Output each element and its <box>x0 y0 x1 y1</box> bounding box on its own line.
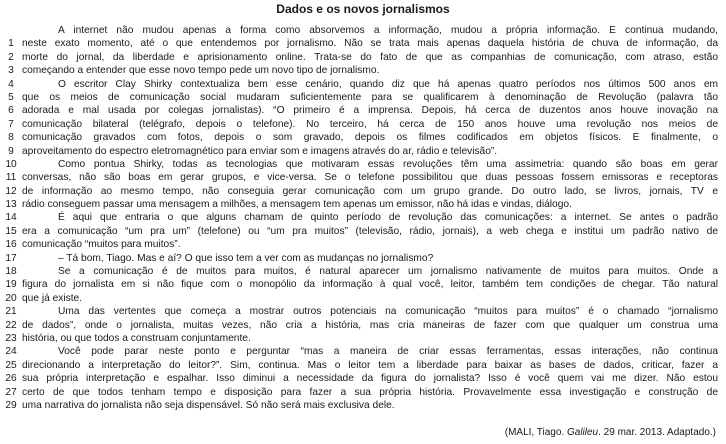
line-text: morte do jornal, da liberdade e aprisionamento online. Trata-se do fato de que as companhias de comunicação, com atraso, estão <box>22 51 718 63</box>
text-line <box>0 51 726 64</box>
line-number: 2 <box>8 51 14 63</box>
text-line <box>0 158 726 171</box>
line-number: 17 <box>5 252 17 264</box>
line-number: 15 <box>5 225 17 237</box>
text-line <box>0 78 726 91</box>
line-number: 8 <box>8 132 14 144</box>
line-text: É aqui que entraria o que alguns chamam de quinto período de revolução das comunicações: a internet. Se antes o padrão <box>58 212 718 224</box>
line-text: comunicação “muitos para muitos”. <box>22 239 181 251</box>
document-title: Dados e os novos jornalismos <box>276 2 450 16</box>
line-number: 13 <box>5 199 17 211</box>
text-line <box>0 252 726 265</box>
text-line <box>0 131 726 144</box>
source-suffix: . 29 mar. 2013. Adaptado.) <box>598 427 716 438</box>
line-text: que já existe. <box>22 292 83 304</box>
text-line <box>0 345 726 358</box>
text-line <box>0 64 726 77</box>
line-number: 20 <box>5 292 17 304</box>
line-text: rádio conseguem passar uma mensagem a milhões, a mensagem tem apenas um emissor, não há idas e vindas, diálogo. <box>22 199 572 211</box>
line-number: 9 <box>8 145 14 157</box>
line-number: 24 <box>5 346 17 358</box>
text-line <box>0 24 726 37</box>
line-text: de dados”, onde o jornalista, muitas vezes, não cria a história, mas cria maneiras de fazer com que qualquer um construa uma <box>22 319 718 331</box>
text-line <box>0 171 726 184</box>
text-line <box>0 91 726 104</box>
text-line <box>0 319 726 332</box>
line-text: comunicação bilateral (telégrafo, depois o telefone). No terceiro, há cerca de 150 anos houve uma revolução nos meios de <box>22 118 718 130</box>
text-line <box>0 211 726 224</box>
line-text: comunicação gravados com fotos, depois o som gravado, depois os filmes codificados em objetos físicos. E finalmente, o <box>22 132 718 144</box>
line-text: Se a comunicação é de muitos para muitos, é natural aparecer um jornalismo nativamente de muitos para muitos. Onde a <box>58 266 718 278</box>
line-number: 22 <box>5 319 17 331</box>
text-line <box>0 305 726 318</box>
line-text: história, ou que todos a construam conjuntamente. <box>22 332 251 344</box>
text-line <box>0 372 726 385</box>
text-line <box>0 37 726 50</box>
line-text: era a comunicação “um pra um” (telefone) ou “um pra muitos” (televisão, rádio, jornais), a web chega e institui um padrão nativo de <box>22 225 718 237</box>
text-line <box>0 225 726 238</box>
line-number: 7 <box>8 118 14 130</box>
line-number: 29 <box>5 399 17 411</box>
line-number: 23 <box>5 332 17 344</box>
text-line <box>0 399 726 412</box>
line-number: 26 <box>5 373 17 385</box>
text-body <box>0 24 726 412</box>
line-text: figura do jornalista em si não fique com o monopólio da informação à qual você, leitor, também tem condições de chegar. Tão natural <box>22 279 718 291</box>
line-number: 16 <box>5 239 17 251</box>
line-number: 25 <box>5 359 17 371</box>
line-text: que os meios de comunicação social mudaram suficientemente para se qualificarem à denominação de Revolução (palavra tão <box>22 91 718 103</box>
text-line <box>0 278 726 291</box>
line-text: certo de que todos tenham tempo e disposição para fazer a sua própria história. Provavelmente essa investigação e construção de <box>22 386 718 398</box>
text-line <box>0 332 726 345</box>
line-text: conversas, não são boas em gerar grupos, e vice-versa. Se o telefone possibilitou que duas pessoas fossem emissoras e receptoras <box>22 172 718 184</box>
line-number: 6 <box>8 105 14 117</box>
source-magazine: Galileu <box>566 427 599 438</box>
line-number: 14 <box>5 212 17 224</box>
line-number: 10 <box>5 158 17 170</box>
line-number: 19 <box>5 279 17 291</box>
line-text: começando a entender que esse novo tempo pede um novo tipo de jornalismo. <box>22 65 380 77</box>
line-text: direcionando a interpretação do leitor?”. Sim, continua. Mas o leitor tem a liberdade para baixar as bases de dados, criticar, fazer a <box>22 359 718 371</box>
line-number: 5 <box>8 91 14 103</box>
line-number: 4 <box>8 78 14 90</box>
source-prefix: (MALI, Tiago. <box>504 427 567 438</box>
line-text: Como pontua Shirky, todas as tecnologias que motivaram essas revoluções têm uma assimetria: quando são boas em gerar <box>58 158 718 170</box>
text-line <box>0 359 726 372</box>
text-line <box>0 238 726 251</box>
text-line <box>0 292 726 305</box>
line-text: Uma das vertentes que começa a mostrar outros potenciais na comunicação “muitos para muitos” é o chamado “jornalismo <box>58 306 718 318</box>
line-number: 1 <box>8 38 14 50</box>
line-text: aproveitamento do espectro eletromagnético para enviar som e imagens através do ar, rádio e televisão”. <box>22 145 498 157</box>
text-line <box>0 145 726 158</box>
line-text: – Tá bom, Tiago. Mas e aí? O que isso tem a ver com as mudanças no jornalismo? <box>58 252 434 264</box>
line-number: 11 <box>5 172 17 184</box>
line-text: uma narrativa do jornalista não seja dispensável. Só não será mais exclusiva dele. <box>22 399 395 411</box>
text-line <box>0 198 726 211</box>
line-text: de informação ao mesmo tempo, não conseguia gerar comunicação com um grupo grande. Do outro lado, se livros, jornais, TV e <box>22 185 718 197</box>
line-number: 12 <box>5 185 17 197</box>
line-number: 21 <box>5 306 17 318</box>
line-text: sua própria interpretação e espalhar. Isso diminui a necessidade da figura do jornalista? Isso é você quem vai me dizer. Não estou <box>22 373 718 385</box>
text-line <box>0 104 726 117</box>
text-line <box>0 118 726 131</box>
text-line <box>0 265 726 278</box>
line-text: adorada e mal usada por colegas jornalistas). “O primeiro é a imprensa. Depois, há cerca de duzentos anos houve inovação na <box>22 105 718 117</box>
text-line <box>0 386 726 399</box>
line-text: A internet não mudou apenas a forma como absorvemos a informação, mudou a própria informação. E continua mudando, <box>58 25 718 36</box>
text-line <box>0 185 726 198</box>
line-text: neste exato momento, até o que entendemos por jornalismo. Não se trata mais apenas daquela história de chuva de informação, da <box>22 38 718 50</box>
line-number: 27 <box>5 386 17 398</box>
line-text: O escritor Clay Shirky contextualiza bem esse cenário, quando diz que há apenas quatro períodos nos últimos 500 anos em <box>58 78 718 90</box>
source-citation <box>505 426 716 439</box>
line-number: 18 <box>5 266 17 278</box>
line-text: Você pode parar neste ponto e perguntar “mas a maneira de criar essas ferramentas, essas interações, não continua <box>58 346 718 358</box>
line-number: 3 <box>8 65 14 77</box>
